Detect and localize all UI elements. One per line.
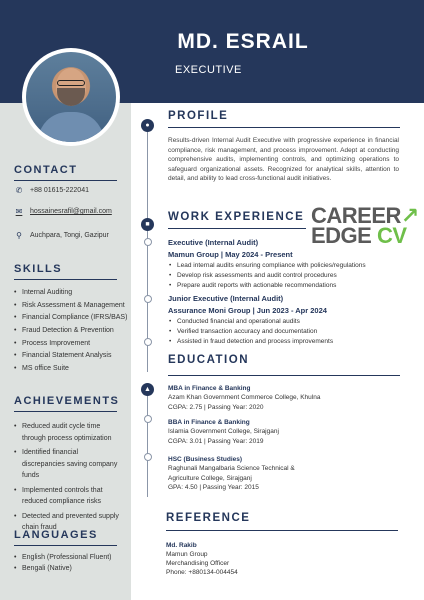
languages-heading: LANGUAGES xyxy=(14,529,98,541)
achievement-item: • Detected and prevented supply chain fraud xyxy=(14,511,122,534)
divider xyxy=(168,375,400,376)
education-item xyxy=(168,418,279,446)
education-item xyxy=(168,455,295,493)
language-item: • Bengali (Native) xyxy=(14,563,112,574)
job-company: Mamun Group | May 2024 - Present xyxy=(168,250,293,259)
skill-item: • Internal Auditing xyxy=(14,287,127,300)
reference-role: Merchandising Officer xyxy=(166,560,230,567)
timeline-line xyxy=(147,389,148,497)
skill-item: • Process Improvement xyxy=(14,338,127,351)
institution-cont: Agriculture College, Sirajganj xyxy=(168,474,252,482)
location-pin-icon: ⚲ xyxy=(16,231,22,240)
reference-block xyxy=(166,541,238,577)
divider xyxy=(168,228,306,229)
job-bullet: • Assisted in fraud detection and process improvements xyxy=(168,337,333,347)
timeline-dot xyxy=(144,238,152,246)
timeline-dot xyxy=(144,453,152,461)
skill-item: • MS office Suite xyxy=(14,363,127,376)
contact-heading: CONTACT xyxy=(14,164,78,176)
reference-phone: Phone: +880134-004454 xyxy=(166,569,238,576)
timeline-dot xyxy=(144,295,152,303)
job-bullets xyxy=(168,261,366,291)
institution: Islamia Government College, Sirajganj xyxy=(168,428,279,436)
divider xyxy=(14,279,117,280)
achievement-item: • Implemented controls that reduced compliance risks xyxy=(14,485,122,508)
skill-item: • Fraud Detection & Prevention xyxy=(14,325,127,338)
grade-year: CGPA: 2.75 | Passing Year: 2020 xyxy=(168,403,264,411)
job-title: Executive (Internal Audit) xyxy=(168,238,259,247)
profile-heading: PROFILE xyxy=(168,110,229,122)
job-bullet: • Prepare audit reports with actionable recommendations xyxy=(168,281,366,291)
achievement-item: • Identified financial discrepancies saving company funds xyxy=(14,447,122,482)
skills-heading: SKILLS xyxy=(14,263,63,275)
achievements-list xyxy=(14,421,122,537)
divider xyxy=(14,545,117,546)
address-text: Auchpara, Tongi, Gazipur xyxy=(30,232,109,239)
experience-heading: WORK EXPERIENCE xyxy=(168,211,305,223)
skill-item: • Risk Assessment & Management xyxy=(14,300,127,313)
institution: Raghunali Mangalbaria Science Technical & xyxy=(168,465,295,473)
briefcase-icon: ■ xyxy=(141,218,154,231)
skills-list xyxy=(14,287,127,376)
job-title: Junior Executive (Internal Audit) xyxy=(168,294,284,303)
graduation-cap-icon: ▲ xyxy=(141,383,154,396)
job-bullet: • Verified transaction accuracy and documentation xyxy=(168,327,333,337)
language-item: • English (Professional Fluent) xyxy=(14,552,112,563)
degree-name: MBA in Finance & Banking xyxy=(168,385,251,392)
education-heading: EDUCATION xyxy=(168,354,250,366)
phone-text: +88 01615-222041 xyxy=(30,187,89,194)
career-edge-cv-logo: CAREER↗ EDGE CV xyxy=(311,203,419,248)
contact-phone xyxy=(14,186,89,195)
contact-email[interactable] xyxy=(14,207,112,216)
skill-item: • Financial Statement Analysis xyxy=(14,350,127,363)
candidate-name: MD. ESRAIL xyxy=(177,30,309,53)
achievements-heading: ACHIEVEMENTS xyxy=(14,395,120,407)
mail-icon: ✉ xyxy=(15,207,23,216)
grade-year: GPA: 4.50 | Passing Year: 2015 xyxy=(168,484,259,492)
divider xyxy=(14,411,117,412)
job-bullet: • Lead internal audits ensuring compliance with policies/regulations xyxy=(168,261,366,271)
job-bullet: • Develop risk assessments and audit control procedures xyxy=(168,271,366,281)
grade-year: CGPA: 3.01 | Passing Year: 2019 xyxy=(168,437,264,445)
divider xyxy=(168,127,400,128)
timeline-line xyxy=(147,126,148,372)
timeline-dot xyxy=(144,338,152,346)
languages-list xyxy=(14,552,112,574)
education-item xyxy=(168,384,320,412)
timeline-dot xyxy=(144,415,152,423)
degree-name: BBA in Finance & Banking xyxy=(168,419,250,426)
candidate-title: EXECUTIVE xyxy=(175,64,242,76)
divider xyxy=(14,180,117,181)
job-bullet: • Conducted financial and operational audits xyxy=(168,317,333,327)
job-bullets xyxy=(168,317,333,347)
job-company: Assurance Moni Group | Jun 2023 - Apr 2024 xyxy=(168,306,327,315)
skill-item: • Financial Compliance (IFRS/BAS) xyxy=(14,312,127,325)
divider xyxy=(166,530,398,531)
reference-name: Md. Rakib xyxy=(166,542,197,549)
institution: Azam Khan Government Commerce College, Khulna xyxy=(168,394,321,402)
reference-org: Mamun Group xyxy=(166,551,208,558)
profile-person-icon: ● xyxy=(141,119,154,132)
reference-heading: REFERENCE xyxy=(166,512,251,524)
phone-icon: ✆ xyxy=(15,186,23,195)
profile-photo xyxy=(26,52,116,142)
email-text[interactable]: hossainesrafil@gmail.com xyxy=(30,208,112,215)
achievement-item: • Reduced audit cycle time through process optimization xyxy=(14,421,122,444)
profile-summary: Results-driven Internal Audit Executive with progressive experience in financial compliance, risk management, and process improvement. Adept at conducting comprehensive audits, implementing controls, and optimizing operations to safeguard organizational assets. Recognized for analytical skills, attention to detail, and ability to lead cross-functional audit initiatives. xyxy=(168,137,399,183)
degree-name: HSC (Business Studies) xyxy=(168,456,243,463)
contact-address xyxy=(14,231,109,240)
